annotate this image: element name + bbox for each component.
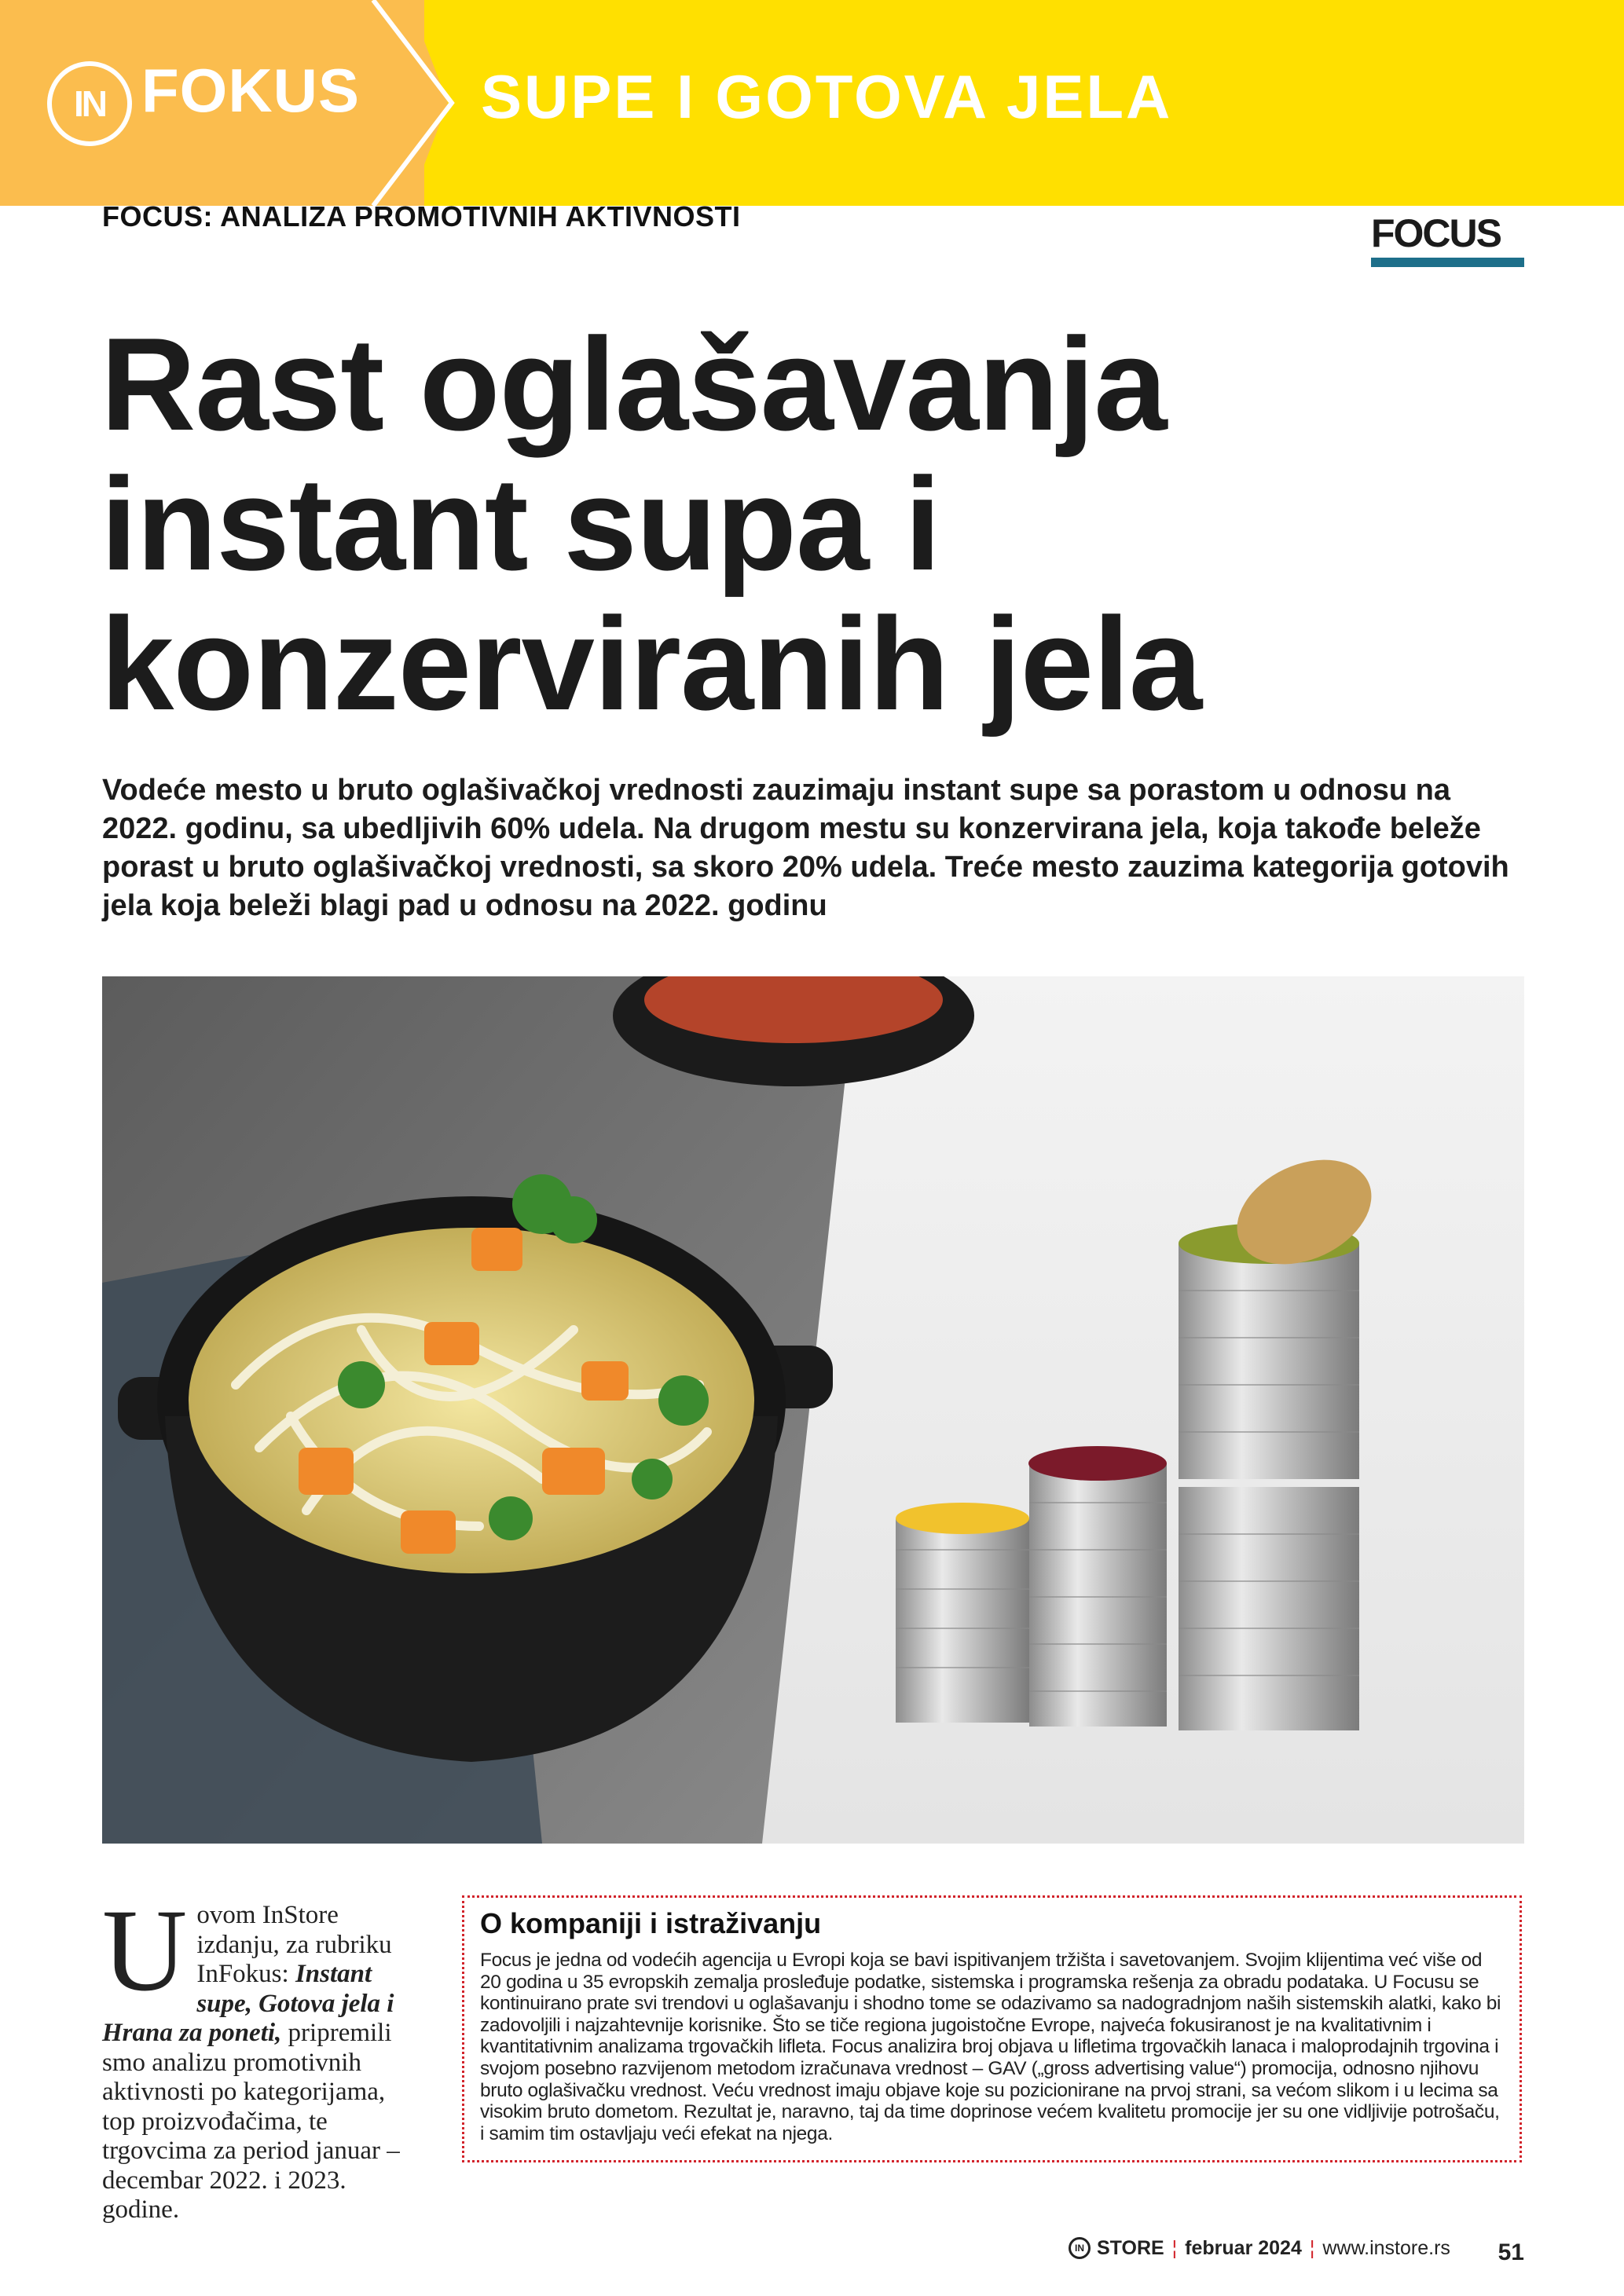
intro-text-2: pripremili smo analizu promotivnih aktivnosti po kategorijama, top proizvođačima, te trgovcima za period januar – decembar 2022. i 2023. godine. <box>102 2019 400 2224</box>
headline-line-1: Rast oglašavanja <box>101 310 1167 458</box>
article-headline <box>101 310 1515 738</box>
chevron-divider <box>357 0 467 206</box>
section-header <box>0 0 1624 206</box>
focus-logo-bar <box>1371 258 1524 267</box>
intro-text-1: ovom InStore izdanju, za rubriku InFokus: <box>196 1901 392 1988</box>
footer-instore-icon: IN <box>1069 2237 1091 2259</box>
info-box-title: O kompaniji i istraživanju <box>480 1907 822 1939</box>
company-info-box <box>462 1895 1522 2162</box>
footer-separator: ¦ <box>1171 2236 1178 2259</box>
focus-logo-text: FOCUS <box>1371 211 1501 255</box>
headline-line-3: konzerviranih jela <box>101 590 1202 738</box>
soup-and-cans-image <box>102 976 1524 1844</box>
fokus-label: FOKUS <box>141 56 360 125</box>
footer-store: STORE <box>1097 2236 1164 2259</box>
instore-badge-icon: IN <box>47 61 132 146</box>
focus-logo <box>1371 211 1524 269</box>
intro-emphasis: Instant supe, Gotova jela i Hrana za poneti, <box>102 1960 394 2047</box>
intro-paragraph <box>102 1885 420 2225</box>
footer-url[interactable]: www.instore.rs <box>1322 2236 1450 2259</box>
article-lead: Vodeće mesto u bruto oglašivačkoj vrednosti zauzimaju instant supe sa porastom u odnosu na 2022. godinu, sa ubedljivih 60% udela. Na drugom mestu su konzervirana jela, koja takođe beleže porast u bruto oglašivačkoj vrednosti, sa skoro 20% udela. Treće mesto zauzima kategorija gotovih jela koja beleži blagi pad u odnosu na 2022. godinu <box>102 774 1509 922</box>
article-photo <box>102 976 1524 1844</box>
page-footer <box>1069 2236 1524 2268</box>
footer-date: februar 2024 <box>1185 2236 1302 2259</box>
headline-line-2: instant supa i <box>101 450 940 598</box>
section-title: SUPE I GOTOVA JELA <box>481 62 1173 131</box>
page-number: 51 <box>1498 2239 1524 2265</box>
info-box-body: Focus je jedna od vodećih agencija u Evropi koja se bavi ispitivanjem tržišta i savetovanjem. Svojim klijentima već više od 20 godina u 35 evropskih zemalja prosleđuje podatke, sistemska i programska rešenja za obradu podataka. U Focusu se kontinuirano prate svi trendovi u oglašavanju i shodno tome se odazivamo sa nadogradnjom naših sistemskih alatki, kako bi zadovoljili i najzahtevnije korisnike. Što se tiče regiona jugoistočne Evrope, najveća fokusiranost je na kvalitativnim i kvantitativnim analizama trgovačkih lifleta. Focus analizira broj objava u lifletima trgovačkih lanaca i maloprodajnih trgovina i svojom posebno razvijenom metodom izračunava vrednost – GAV („gross advertising value“) promocija, odnosno njihovu bruto oglašivačku vrednost. Veću vrednost imaju objave koje su pozicionirane na prvoj strani, sa većom slikom i u lecima sa visokim bruto dometom. Rezultat je, naravno, taj da time doprinose većem kvalitetu promocije jer su one vidljivije potrošaču, i samim tim ostavljaju veći efekat na njega. <box>480 1950 1501 2144</box>
drop-cap: U <box>102 1885 188 2016</box>
article-kicker: FOCUS: ANALIZA PROMOTIVNIH AKTIVNOSTI <box>102 200 741 233</box>
footer-separator-2: ¦ <box>1309 2236 1315 2259</box>
